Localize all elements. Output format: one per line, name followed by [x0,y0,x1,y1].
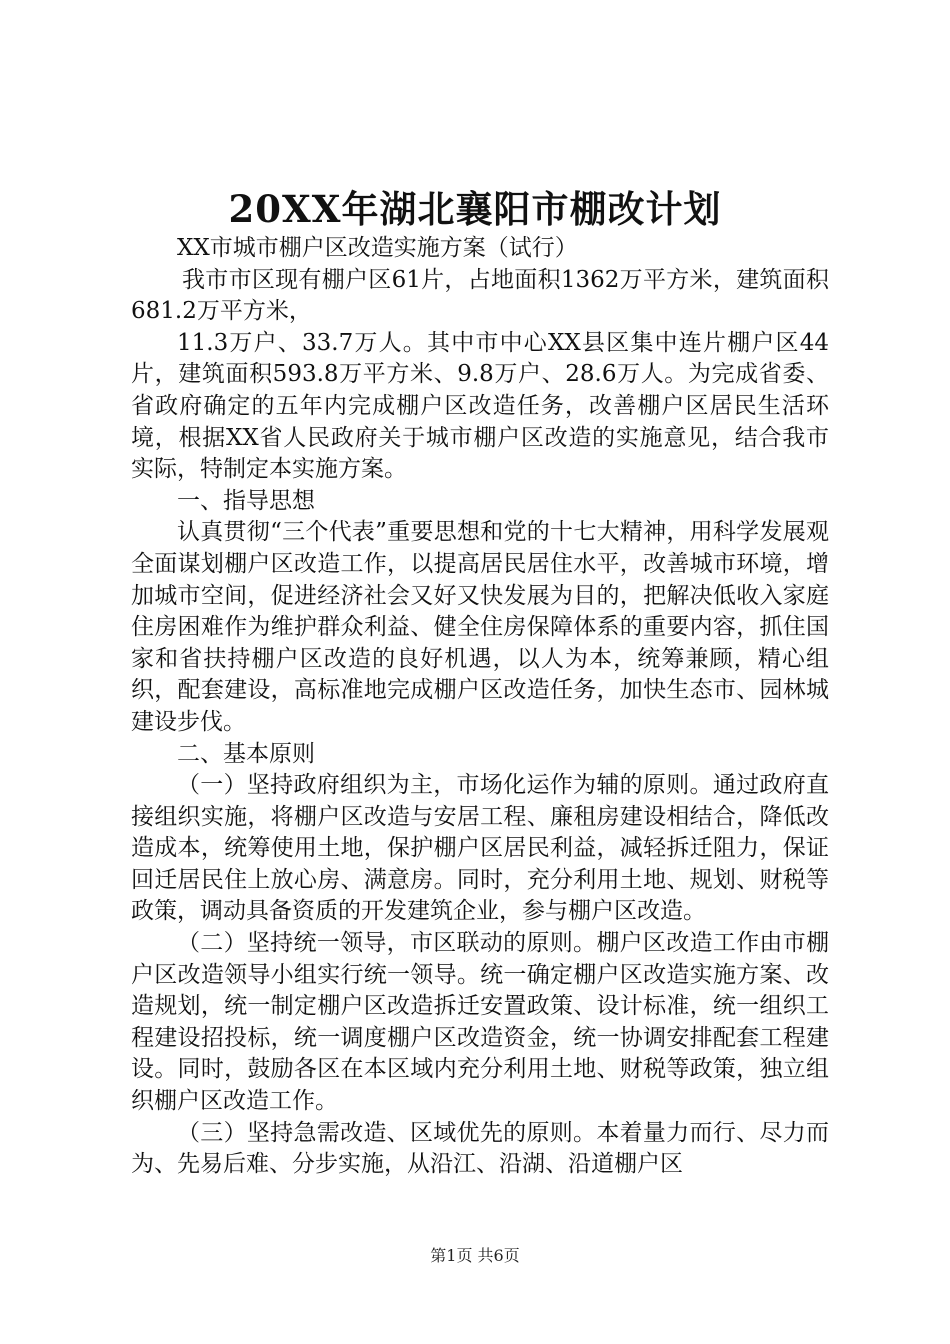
paragraph-principle-3: （三）坚持急需改造、区域优先的原则。本着量力而行、尽力而为、先易后难、分步实施，从沿江、沿湖、沿道棚户区 [131,1119,829,1178]
page-footer: 第1页 共6页 [430,1246,520,1265]
paragraph-intro: 我市市区现有棚户区61片，占地面积1362万平方米，建筑面积681.2万平方米， [131,266,829,325]
section-heading-guiding-thought: 一、指导思想 [177,487,315,514]
paragraph-plan-name: XX市城市棚户区改造实施方案（试行） [177,235,578,261]
paragraph-principle-1: （一）坚持政府组织为主，市场化运作为辅的原则。通过政府直接组织实施，将棚户区改造与安居工程、廉租房建设相结合，降低改造成本，统筹使用土地，保护棚户区居民利益，减轻拆迁阻力，保证回迁居民住上放心房、满意房。同时，充分利用土地、规划、财税等政策，调动具备资质的开发建筑企业，参与棚户区改造。 [131,772,829,925]
paragraph-principle-2: （二）坚持统一领导，市区联动的原则。棚户区改造工作由市棚户区改造领导小组实行统一领导。统一确定棚户区改造实施方案、改造规划，统一制定棚户区改造拆迁安置政策、设计标准，统一组织工程建设招投标，统一调度棚户区改造资金，统一协调安排配套工程建设。同时，鼓励各区在本区域内充分利用土地、财税等政策，独立组织棚户区改造工作。 [131,930,829,1115]
document-body [131,233,829,1181]
document-title: 20XX年湖北襄阳市棚改计划 [228,187,722,231]
paragraph-intro-continued: 11.3万户、33.7万人。其中市中心XX县区集中连片棚户区44片，建筑面积593.8万平方米、9.8万户、28.6万人。为完成省委、省政府确定的五年内完成棚户区改造任务，改善棚户区居民生活环境，根据XX省人民政府关于城市棚户区改造的实施意见，结合我市实际，特制定本实施方案。 [131,329,829,483]
section-heading-basic-principles: 二、基本原则 [177,740,315,767]
paragraph-guiding-thought: 认真贯彻“三个代表”重要思想和党的十七大精神，用科学发展观全面谋划棚户区改造工作，以提高居民居住水平，改善城市环境，增加城市空间，促进经济社会又好又快发展为目的，把解决低收入家庭住房困难作为维护群众利益、健全住房保障体系的重要内容，抓住国家和省扶持棚户区改造的良好机遇，以人为本，统筹兼顾，精心组织，配套建设，高标准地完成棚户区改造任务，加快生态市、园林城建设步伐。 [131,519,829,735]
